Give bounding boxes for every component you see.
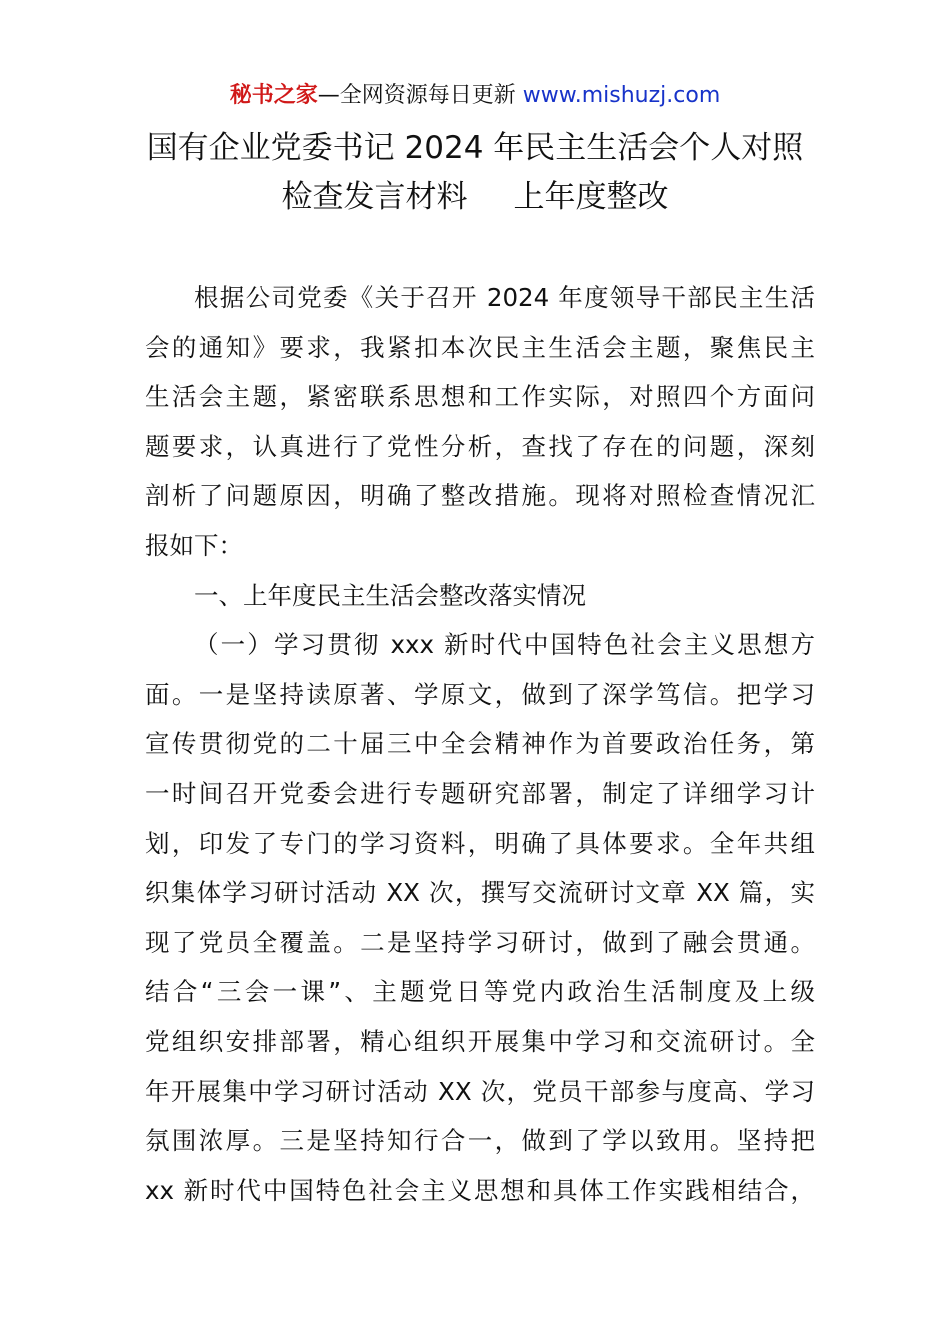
site-header <box>0 80 950 112</box>
brand-name: 秘书之家 <box>229 83 318 108</box>
paragraph-line: xx 新时代中国特色社会主义思想和具体工作实践相结合， <box>145 1175 815 1205</box>
paragraph-line: 划，印发了专门的学习资料，明确了具体要求。全年共组 <box>145 828 815 858</box>
paragraph-line: 织集体学习研讨活动 XX 次，撰写交流研讨文章 XX 篇，实 <box>145 878 815 908</box>
paragraph-line: 结合“三会一课”、主题党日等党内政治生活制度及上级 <box>145 977 815 1007</box>
document-title-line-2 <box>80 177 870 217</box>
paragraph-line: 会的通知》要求，我紧扣本次民主生活会主题，聚焦民主 <box>145 332 815 362</box>
paragraph-line: 年开展集中学习研讨活动 XX 次，党员干部参与度高、学习 <box>145 1076 815 1106</box>
header-tagline: —全网资源每日更新 <box>317 83 516 108</box>
document-title-part-b: 上年度整改 <box>513 179 669 215</box>
paragraph-line: 党组织安排部署，精心组织开展集中学习和交流研讨。全 <box>145 1026 815 1056</box>
paragraph-line: （一）学习贯彻 xxx 新时代中国特色社会主义思想方 <box>194 630 815 660</box>
paragraph-line: 面。一是坚持读原著、学原文，做到了深学笃信。把学习 <box>145 679 815 709</box>
document-body <box>145 273 815 1215</box>
paragraph-line: 报如下： <box>145 530 243 560</box>
paragraph-line: 宣传贯彻党的二十届三中全会精神作为首要政治任务，第 <box>145 729 815 759</box>
paragraph-line: 氛围浓厚。三是坚持知行合一，做到了学以致用。坚持把 <box>145 1126 815 1156</box>
document-title-line-1: 国有企业党委书记 2024 年民主生活会个人对照 <box>146 130 804 166</box>
paragraph-line: 题要求，认真进行了党性分析，查找了存在的问题，深刻 <box>145 431 815 461</box>
paragraph-line: 根据公司党委《关于召开 2024 年度领导干部民主生活 <box>194 283 815 312</box>
paragraph-line: 剖析了问题原因，明确了整改措施。现将对照检查情况汇 <box>145 481 815 511</box>
paragraph-line: 生活会主题，紧密联系思想和工作实际，对照四个方面问 <box>145 382 815 412</box>
section-heading: 一、上年度民主生活会整改落实情况 <box>194 580 586 610</box>
paragraph-line: 现了党员全覆盖。二是坚持学习研讨，做到了融会贯通。 <box>145 927 815 957</box>
paragraph-line: 一时间召开党委会进行专题研究部署，制定了详细学习计 <box>145 778 815 808</box>
site-url[interactable]: www.mishuzj.com <box>522 83 721 108</box>
document-title-part-a: 检查发言材料 <box>281 179 468 215</box>
